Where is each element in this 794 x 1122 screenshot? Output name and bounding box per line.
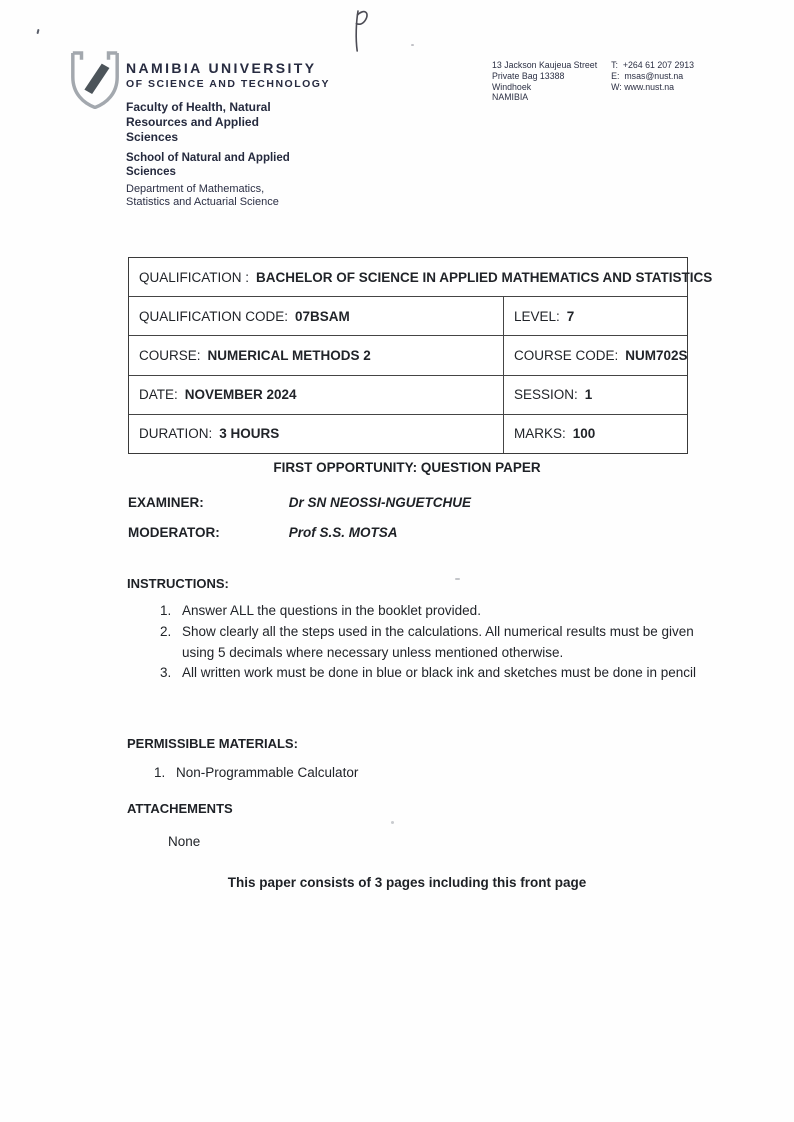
course-code-value: NUM702S: [625, 347, 688, 363]
address-block: 13 Jackson Kaujeua Street Private Bag 13388 Windhoek NAMIBIA: [492, 60, 598, 103]
university-name-line1: NAMIBIA UNIVERSITY: [126, 60, 317, 76]
qualification-code-value: 07BSAM: [295, 308, 350, 324]
qualification-label: QUALIFICATION :: [139, 269, 250, 285]
school-name: School of Natural and Applied Sciences: [126, 152, 290, 178]
examiner-row: [128, 495, 471, 510]
table-row-duration-marks: [129, 414, 687, 453]
course-label: COURSE:: [139, 347, 201, 363]
permissible-materials-list: [147, 763, 619, 784]
instruction-item: 2. Show clearly all the steps used in the calculations. All numerical results must be given using 5 decimals where necessary unless mentioned otherwise.: [175, 622, 705, 664]
marks-value: 100: [572, 426, 596, 442]
level-value: 7: [566, 308, 575, 324]
session-label: SESSION:: [514, 387, 578, 403]
marks-label: MARKS:: [514, 426, 566, 442]
table-row-qualification: [129, 258, 713, 296]
instructions-heading: INSTRUCTIONS:: [127, 576, 229, 591]
paper-title: FIRST OPPORTUNITY: QUESTION PAPER: [273, 460, 541, 475]
table-row-code-level: [129, 296, 687, 335]
instructions-list: [151, 601, 705, 684]
instruction-item: 3. All written work must be done in blue or black ink and sketches must be done in pencil: [175, 663, 705, 684]
material-item: 1. Non-Programmable Calculator: [169, 763, 619, 784]
scan-artifact: [36, 29, 39, 34]
permissible-materials-heading: PERMISSIBLE MATERIALS:: [127, 736, 298, 751]
session-value: 1: [584, 387, 593, 403]
scan-artifact: [455, 578, 460, 580]
table-row-date-session: [129, 375, 687, 414]
course-code-label: COURSE CODE:: [514, 347, 619, 363]
university-name-line2: OF SCIENCE AND TECHNOLOGY: [126, 78, 330, 90]
attachments-value: None: [168, 834, 201, 849]
moderator-row: [128, 525, 398, 540]
university-wordmark: [126, 60, 330, 91]
qualification-value: BACHELOR OF SCIENCE IN APPLIED MATHEMATICS AND STATISTICS: [256, 269, 713, 285]
duration-label: DURATION:: [139, 426, 213, 442]
university-shield-logo-icon: [68, 51, 122, 109]
moderator-label: MODERATOR:: [128, 525, 220, 540]
contact-info: [492, 60, 694, 103]
handwritten-p-mark: [344, 8, 376, 54]
scan-artifact: [391, 821, 394, 824]
course-value: NUMERICAL METHODS 2: [207, 347, 371, 363]
phone-email-web-block: T: +264 61 207 2913 E: msas@nust.na W: www.nust.na: [611, 60, 695, 92]
date-value: NOVEMBER 2024: [184, 387, 297, 403]
qualification-code-label: QUALIFICATION CODE:: [139, 308, 289, 324]
page-count-note: This paper consists of 3 pages including this front page: [227, 875, 587, 890]
attachments-heading: ATTACHEMENTS: [127, 801, 233, 816]
instruction-item: 1. Answer ALL the questions in the booklet provided.: [175, 601, 705, 622]
table-row-course: [129, 335, 687, 374]
level-label: LEVEL:: [514, 308, 560, 324]
date-label: DATE:: [139, 387, 178, 403]
duration-value: 3 HOURS: [219, 426, 280, 442]
examiner-name: Dr SN NEOSSI-NGUETCHUE: [288, 495, 472, 510]
moderator-name: Prof S.S. MOTSA: [288, 525, 398, 540]
faculty-name: Faculty of Health, Natural Resources and Applied Sciences: [126, 100, 271, 144]
department-name: Department of Mathematics, Statistics and Actuarial Science: [126, 183, 279, 208]
scan-artifact: [411, 44, 414, 46]
examiner-label: EXAMINER:: [128, 495, 204, 510]
course-info-table: [128, 257, 713, 454]
